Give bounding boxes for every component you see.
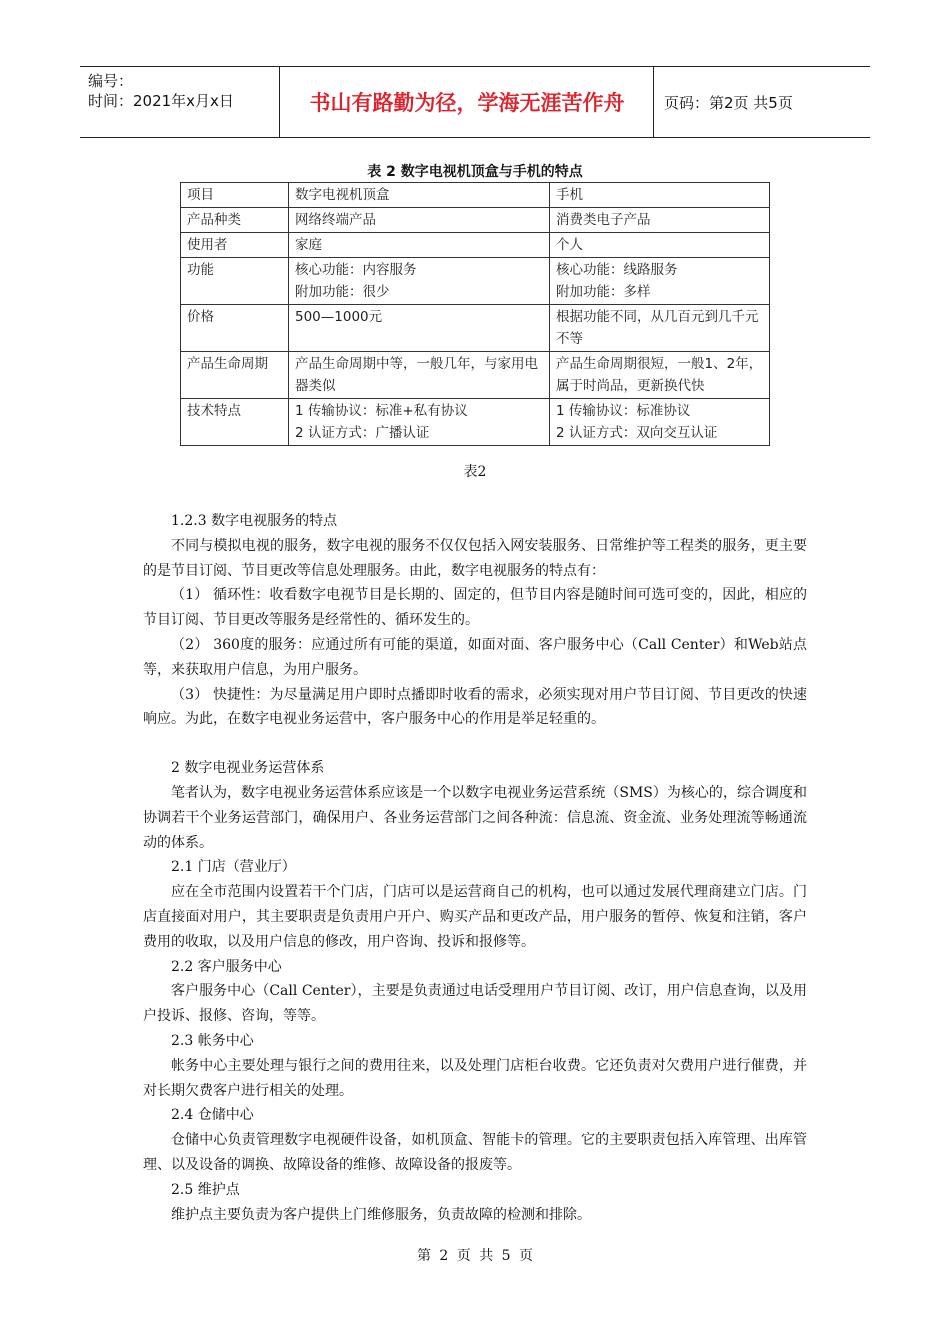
paragraph: 2.4 仓储中心 xyxy=(171,1107,254,1124)
header-meta xyxy=(80,67,280,137)
table-cell: 产品生命周期中等，一般几年，与家用电器类似 xyxy=(289,352,550,399)
table-cell: 技术特点 xyxy=(181,399,289,446)
table-row xyxy=(181,399,770,446)
paragraph: 2.3 帐务中心 xyxy=(171,1032,254,1049)
table-cell: 消费类电子产品 xyxy=(550,208,770,233)
document-number-label: 编号： xyxy=(88,72,134,90)
paragraph: 应在全市范围内设置若干个门店，门店可以是运营商自己的机构，也可以通过发展代理商建立门店。门店直接面对用户，其主要职责是负责用户开户、购买产品和更改产品，用户服务的暂停、恢复和注销，客户费用的收取，以及用户信息的修改，用户咨询、投诉和报修等。 xyxy=(143,884,807,950)
paragraph: 2 数字电视业务运营体系 xyxy=(171,760,325,777)
table-row xyxy=(181,233,770,258)
paragraph: 笔者认为，数字电视业务运营体系应该是一个以数字电视业务运营系统（SMS）为核心的，综合调度和协调若干个业务运营部门，确保用户、各业务运营部门之间各种流：信息流、资金流、业务处理流等畅通流动的体系。 xyxy=(143,784,807,851)
table-cell: 手机 xyxy=(550,183,770,208)
table-cell: 根据功能不同，从几百元到几千元不等 xyxy=(550,305,770,352)
document-date: 时间：2021年x月x日 xyxy=(88,92,234,110)
table-row xyxy=(181,352,770,399)
table-cell: 功能 xyxy=(181,258,289,305)
header-motto: 书山有路勤为径，学海无涯苦作舟 xyxy=(281,67,654,137)
paragraph: 2.1 门店（营业厅） xyxy=(171,859,296,876)
table-caption: 表2 xyxy=(463,464,487,480)
paragraph: 帐务中心主要处理与银行之间的费用往来，以及处理门店柜台收费。它还负责对欠费用户进行催费，并对长期欠费客户进行相关的处理。 xyxy=(143,1057,807,1099)
table-cell: 项目 xyxy=(181,183,289,208)
table-cell: 核心功能：内容服务 附加功能：很少 xyxy=(289,258,550,305)
table-cell: 1 传输协议：标准+私有协议 2 认证方式：广播认证 xyxy=(289,399,550,446)
paragraph: 1.2.3 数字电视服务的特点 xyxy=(171,513,338,529)
table-cell: 核心功能：线路服务 附加功能：多样 xyxy=(550,258,770,305)
page-header xyxy=(80,66,870,138)
table-cell: 1 传输协议：标准协议 2 认证方式：双向交互认证 xyxy=(550,399,770,446)
paragraph: （1） 循环性：收看数字电视节目是长期的、固定的，但节目内容是随时间可选可变的，因此，相应的节目订阅、节目更改等服务是经常性的、循环发生的。 xyxy=(143,587,807,629)
table-cell: 网络终端产品 xyxy=(289,208,550,233)
table-cell: 个人 xyxy=(550,233,770,258)
paragraph: 2.5 维护点 xyxy=(171,1181,240,1198)
table-row xyxy=(181,183,770,208)
table-cell: 产品种类 xyxy=(181,208,289,233)
comparison-table xyxy=(180,182,770,446)
table-cell: 产品生命周期 xyxy=(181,352,289,399)
paragraph: 不同与模拟电视的服务，数字电视的服务不仅仅包括入网安装服务、日常维护等工程类的服务，更主要的是节目订阅、节目更改等信息处理服务。由此，数字电视服务的特点有： xyxy=(143,537,807,579)
paragraph: （2） 360度的服务：应通过所有可能的渠道，如面对面、客户服务中心（Call Center）和Web站点等，来获取用户信息，为用户服务。 xyxy=(143,636,807,678)
table-row xyxy=(181,208,770,233)
table-row xyxy=(181,258,770,305)
table-cell: 家庭 xyxy=(289,233,550,258)
table-title: 表 2 数字电视机顶盒与手机的特点 xyxy=(367,164,583,180)
paragraph: （3） 快捷性：为尽量满足用户即时点播即时收看的需求，必须实现对用户节目订阅、节目更改的快速响应。为此，在数字电视业务运营中，客户服务中心的作用是举足轻重的。 xyxy=(143,686,807,728)
paragraph: 维护点主要负责为客户提供上门维修服务，负责故障的检测和排除。 xyxy=(171,1206,591,1223)
table-cell: 产品生命周期很短，一般1、2年，属于时尚品，更新换代快 xyxy=(550,352,770,399)
table-cell: 数字电视机顶盒 xyxy=(289,183,550,208)
header-page-info: 页码：第2页 共5页 xyxy=(664,93,793,112)
paragraph: 2.2 客户服务中心 xyxy=(171,958,282,975)
table-cell: 500—1000元 xyxy=(289,305,550,352)
paragraph: 仓储中心负责管理数字电视硬件设备，如机顶盒、智能卡的管理。它的主要职责包括入库管理、出库管理、以及设备的调换、故障设备的维修、故障设备的报废等。 xyxy=(143,1132,807,1173)
table-cell: 使用者 xyxy=(181,233,289,258)
paragraph: 客户服务中心（Call Center），主要是负责通过电话受理用户节目订阅、改订，用户信息查询，以及用户投诉、报修、咨询，等等。 xyxy=(143,983,807,1025)
table-cell: 价格 xyxy=(181,305,289,352)
table-row xyxy=(181,305,770,352)
page-footer: 第 2 页 共 5 页 xyxy=(416,1248,534,1264)
body-text xyxy=(143,509,807,1227)
